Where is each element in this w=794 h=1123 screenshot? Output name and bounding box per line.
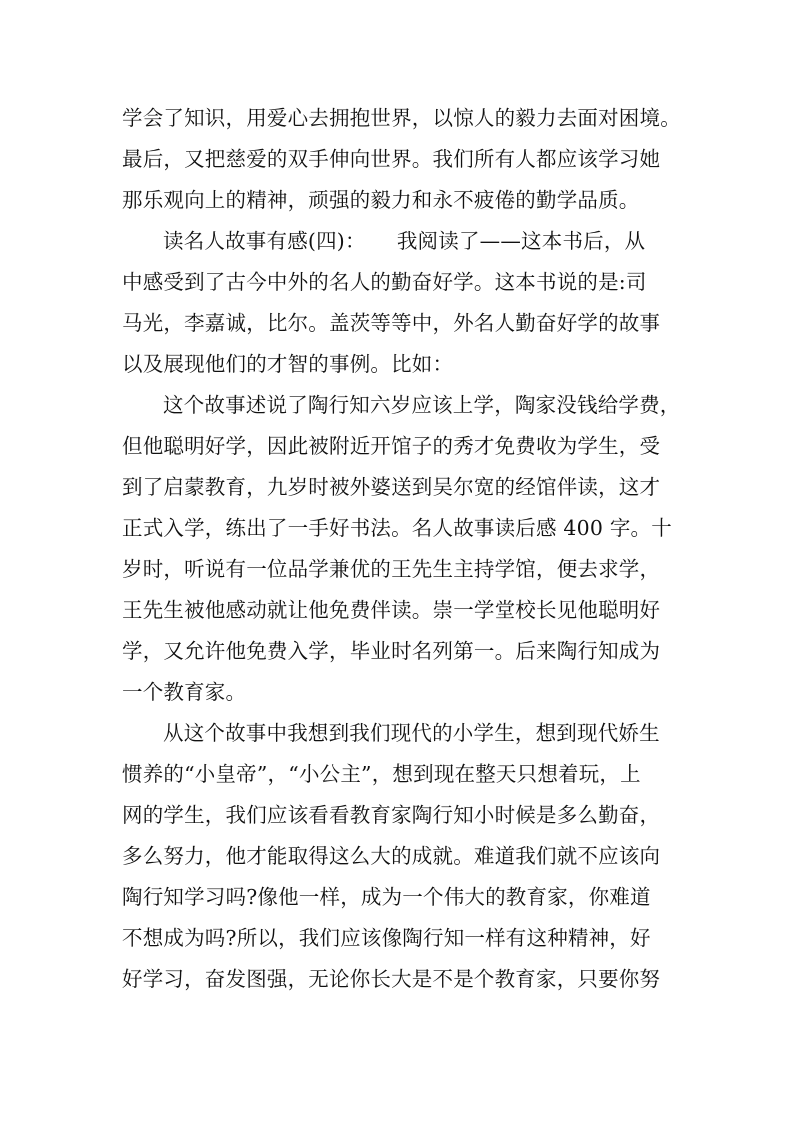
text-line: 中感受到了古今中外的名人的勤奋好学。这本书说的是:司 (122, 270, 647, 294)
text-line: 学会了知识，用爱心去拥抱世界，以惊人的毅力去面对困境。 (122, 106, 681, 130)
paragraph-start-line: 这个故事述说了陶行知六岁应该上学，陶家没钱给学费， (163, 393, 681, 417)
text-line: 岁时，听说有一位品学兼优的王先生主持学馆，便去求学， (122, 557, 661, 581)
text-line: 马光，李嘉诚，比尔。盖茨等等中，外名人勤奋好学的故事 (122, 311, 661, 335)
text-line: 一个教育家。 (122, 680, 247, 704)
text-line: 正式入学，练出了一手好书法。名人故事读后感 400 字。十 (122, 516, 672, 540)
text-line: 陶行知学习吗?像他一样，成为一个伟大的教育家，你难道 (122, 885, 651, 909)
text-line: 到了启蒙教育，九岁时被外婆送到吴尔宽的经馆伴读，这才 (122, 475, 661, 499)
paragraph-start-line: 从这个故事中我想到我们现代的小学生，想到现代娇生 (163, 721, 660, 745)
text-line: 学，又允许他免费入学，毕业时名列第一。后来陶行知成为 (122, 639, 661, 663)
text-line: 好学习，奋发图强，无论你长大是不是个教育家，只要你努 (122, 967, 661, 991)
text-line: 最后，又把慈爱的双手伸向世界。我们所有人都应该学习她 (122, 147, 661, 171)
text-line: 以及展现他们的才智的事例。比如： (122, 352, 454, 376)
text-line: 不想成为吗?所以，我们应该像陶行知一样有这种精神，好 (122, 926, 651, 950)
text-line: 惯养的“小皇帝”，“小公主”，想到现在整天只想着玩，上 (122, 762, 641, 786)
text-line: 那乐观向上的精神，顽强的毅力和永不疲倦的勤学品质。 (122, 188, 640, 212)
paragraph-start-line: 读名人故事有感(四)： 我阅读了——这本书后，从 (163, 229, 646, 253)
text-line: 多么努力，他才能取得这么大的成就。难道我们就不应该向 (122, 844, 661, 868)
text-line: 网的学生，我们应该看看教育家陶行知小时候是多么勤奋， (122, 803, 661, 827)
document-body (122, 98, 682, 1000)
text-line: 但他聪明好学，因此被附近开馆子的秀才免费收为学生，受 (122, 434, 661, 458)
text-line: 王先生被他感动就让他免费伴读。崇一学堂校长见他聪明好 (122, 598, 661, 622)
